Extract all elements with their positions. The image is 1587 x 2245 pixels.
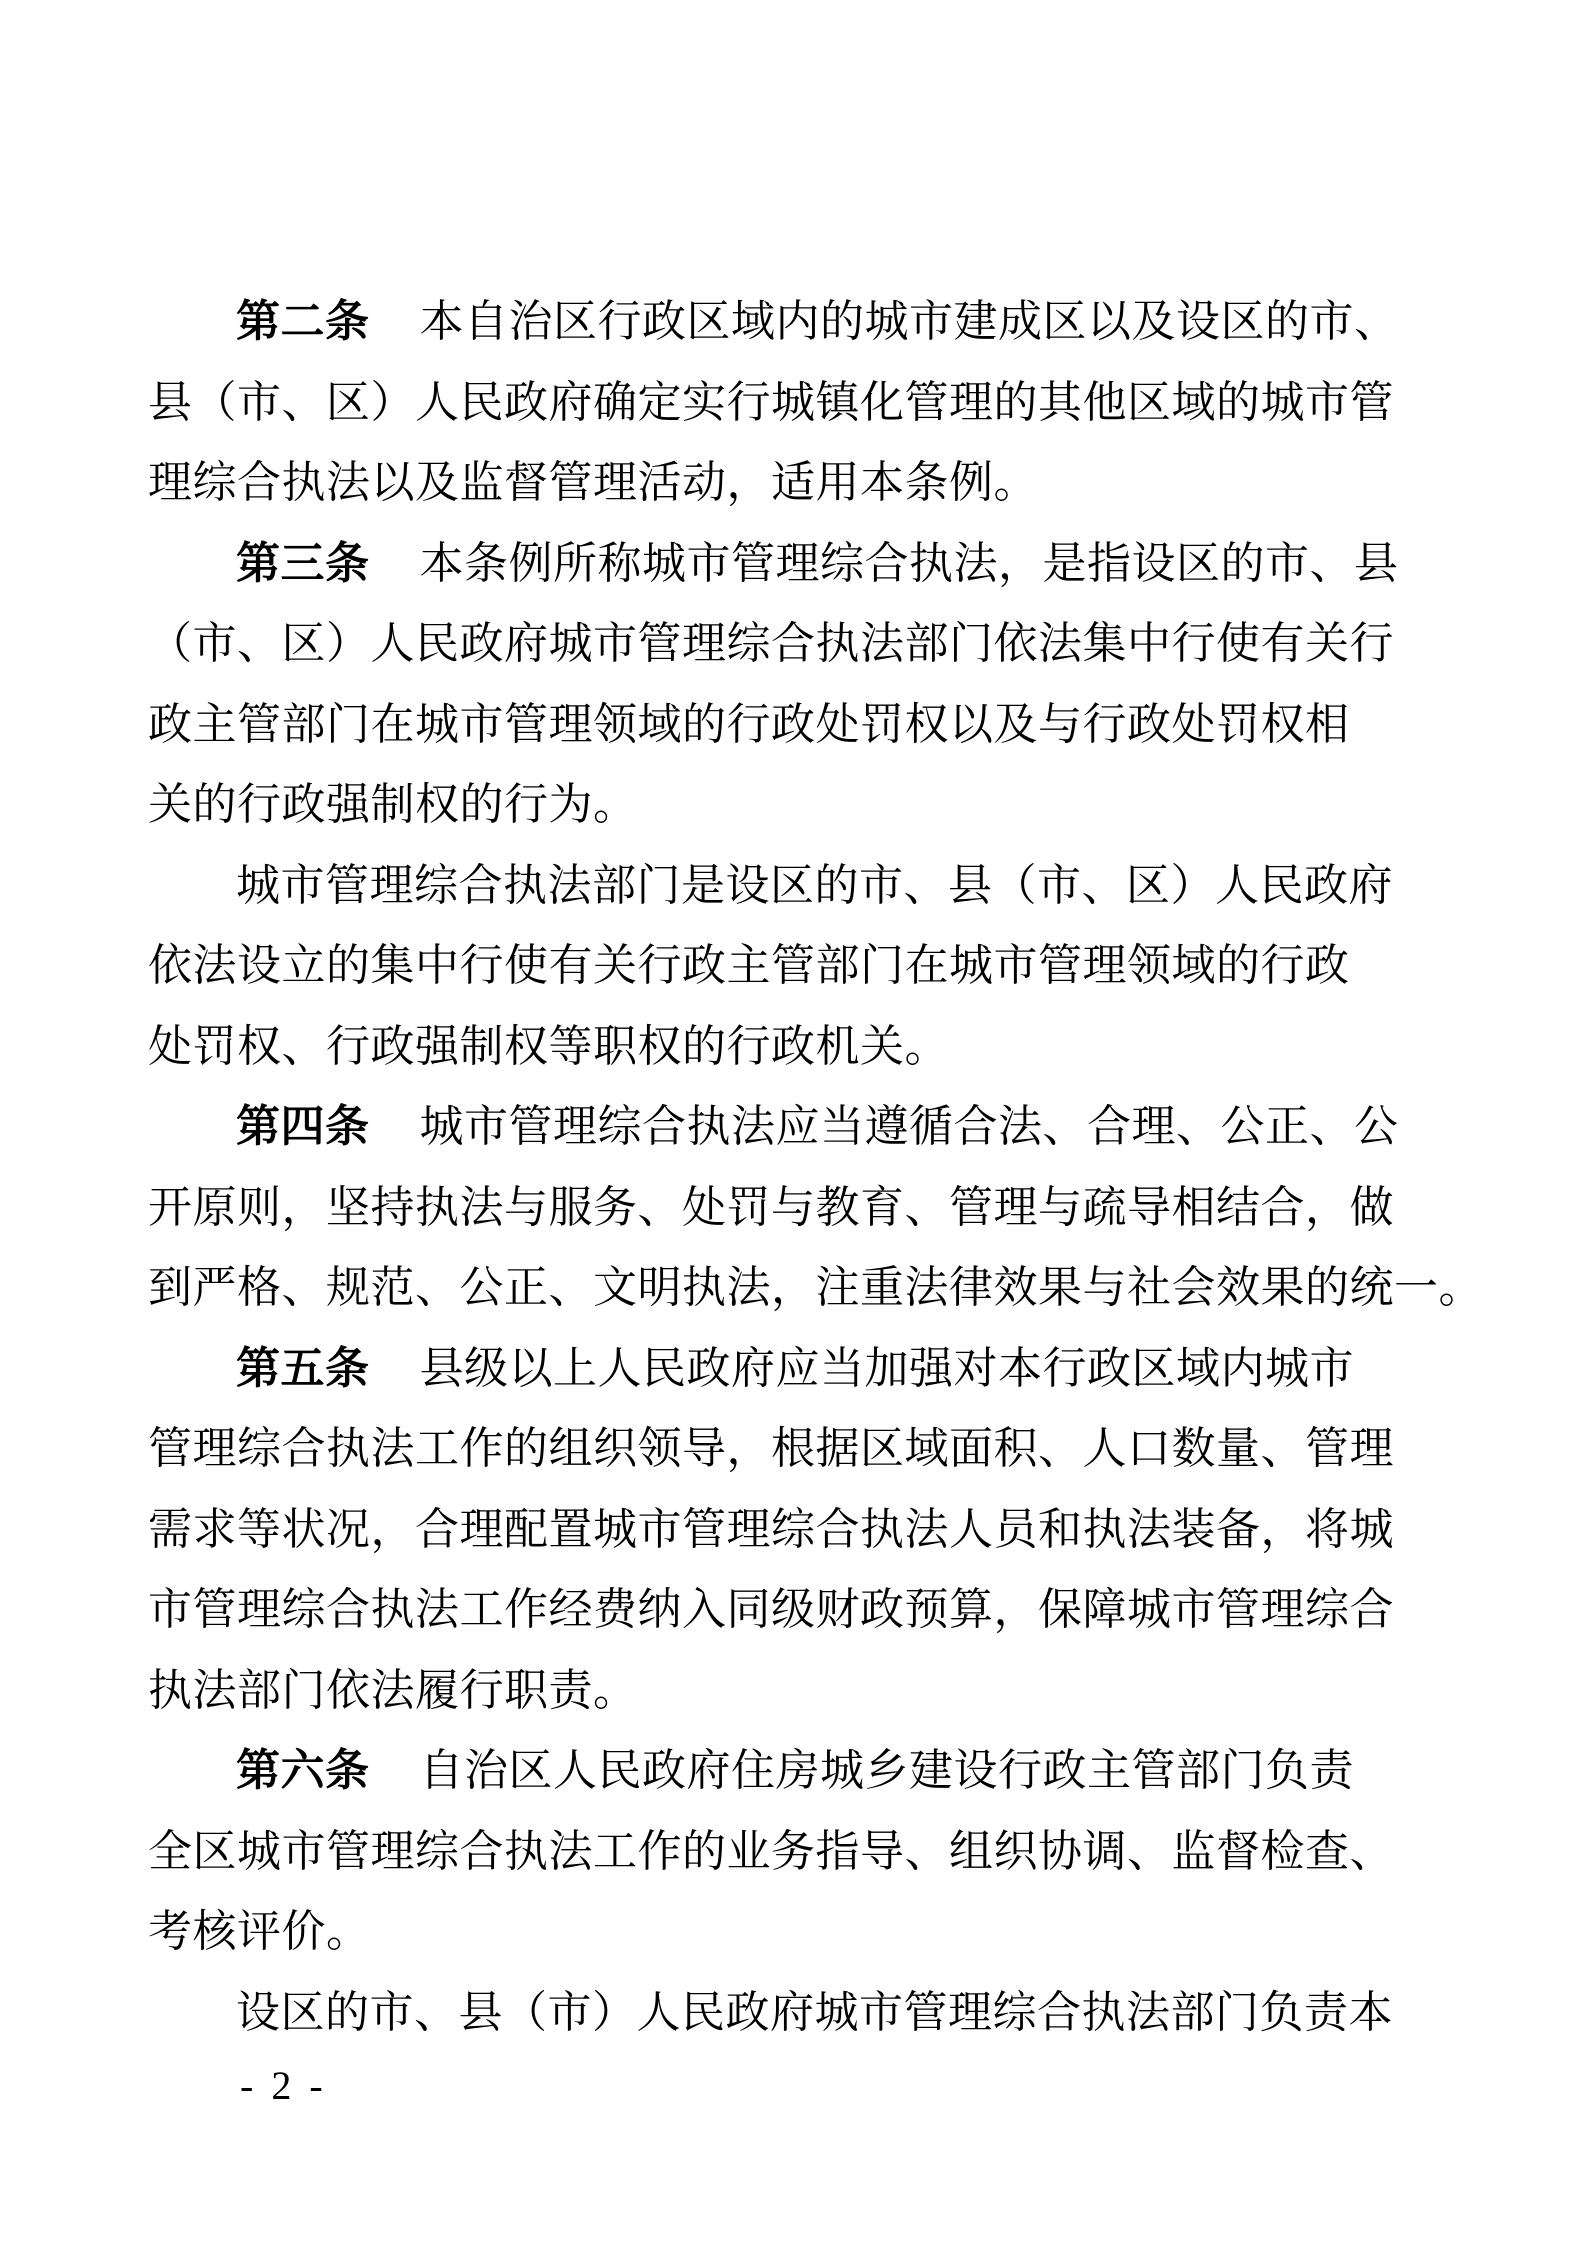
text-line xyxy=(148,524,1463,605)
text-line xyxy=(148,1892,1463,1973)
article-number: 第六条 xyxy=(236,1746,370,1795)
text-line xyxy=(148,1248,1483,1329)
line-text: 县级以上人民政府应当加强对本行政区域内城市 xyxy=(419,1343,1354,1393)
line-text: 本条例所称城市管理综合执法，是指设区的市、县 xyxy=(419,538,1399,588)
text-line xyxy=(148,926,1463,1007)
line-text: 关的行政强制权的行为。 xyxy=(148,780,638,829)
text-line xyxy=(148,1087,1463,1168)
line-text: 全区城市管理综合执法工作的业务指导、组织协调、监督检查、 xyxy=(148,1826,1394,1876)
line-text: 依法设立的集中行使有关行政主管部门在城市管理领域的行政 xyxy=(148,941,1350,990)
line-text: 执法部门依法履行职责。 xyxy=(148,1665,638,1715)
line-text: 城市管理综合执法部门是设区的市、县（市、区）人民政府 xyxy=(236,860,1393,910)
line-text: 市管理综合执法工作经费纳入同级财政预算，保障城市管理综合 xyxy=(148,1585,1394,1634)
text-line xyxy=(148,1973,1463,2054)
line-text: 自治区人民政府住房城乡建设行政主管部门负责 xyxy=(419,1746,1354,1795)
line-text: 开原则，坚持执法与服务、处罚与教育、管理与疏导相结合，做 xyxy=(148,1182,1394,1232)
line-text: 政主管部门在城市管理领域的行政处罚权以及与行政处罚权相 xyxy=(148,699,1350,749)
text-line xyxy=(148,443,1463,524)
text-line xyxy=(148,1329,1463,1410)
text-line xyxy=(148,1490,1463,1571)
line-text: 管理综合执法工作的组织领导，根据区域面积、人口数量、管理 xyxy=(148,1424,1394,1473)
article-number: 第五条 xyxy=(236,1343,370,1393)
line-text: 本自治区行政区域内的城市建成区以及设区的市、 xyxy=(419,297,1399,346)
text-line xyxy=(148,604,1463,685)
line-text: 考核评价。 xyxy=(148,1907,371,1956)
line-text: （市、区）人民政府城市管理综合执法部门依法集中行使有关行 xyxy=(148,619,1394,668)
document-body xyxy=(148,282,1483,2053)
text-line xyxy=(148,1007,1463,1088)
text-line xyxy=(148,1570,1463,1651)
text-line xyxy=(148,765,1463,846)
text-line xyxy=(148,846,1463,927)
line-text: 需求等状况，合理配置城市管理综合执法人员和执法装备，将城 xyxy=(148,1504,1394,1554)
text-line xyxy=(148,1409,1463,1490)
text-line xyxy=(148,1168,1463,1249)
line-text: 理综合执法以及监督管理活动，适用本条例。 xyxy=(148,458,1038,507)
line-text: 城市管理综合执法应当遵循合法、合理、公正、公 xyxy=(419,1102,1399,1151)
text-line xyxy=(148,1812,1463,1893)
page-number: - 2 - xyxy=(240,2063,327,2108)
text-line xyxy=(148,363,1463,444)
text-line xyxy=(148,1651,1463,1732)
text-line xyxy=(148,282,1463,363)
line-text: 设区的市、县（市）人民政府城市管理综合执法部门负责本 xyxy=(236,1987,1393,2037)
text-line xyxy=(148,685,1463,766)
article-number: 第二条 xyxy=(236,297,370,346)
line-text: 到严格、规范、公正、文明执法，注重法律效果与社会效果的统一。 xyxy=(148,1263,1483,1312)
line-text: 处罚权、行政强制权等职权的行政机关。 xyxy=(148,1021,949,1071)
text-line xyxy=(148,1731,1463,1812)
line-text: 县（市、区）人民政府确定实行城镇化管理的其他区域的城市管 xyxy=(148,377,1394,427)
article-number: 第四条 xyxy=(236,1102,370,1151)
article-number: 第三条 xyxy=(236,538,370,588)
